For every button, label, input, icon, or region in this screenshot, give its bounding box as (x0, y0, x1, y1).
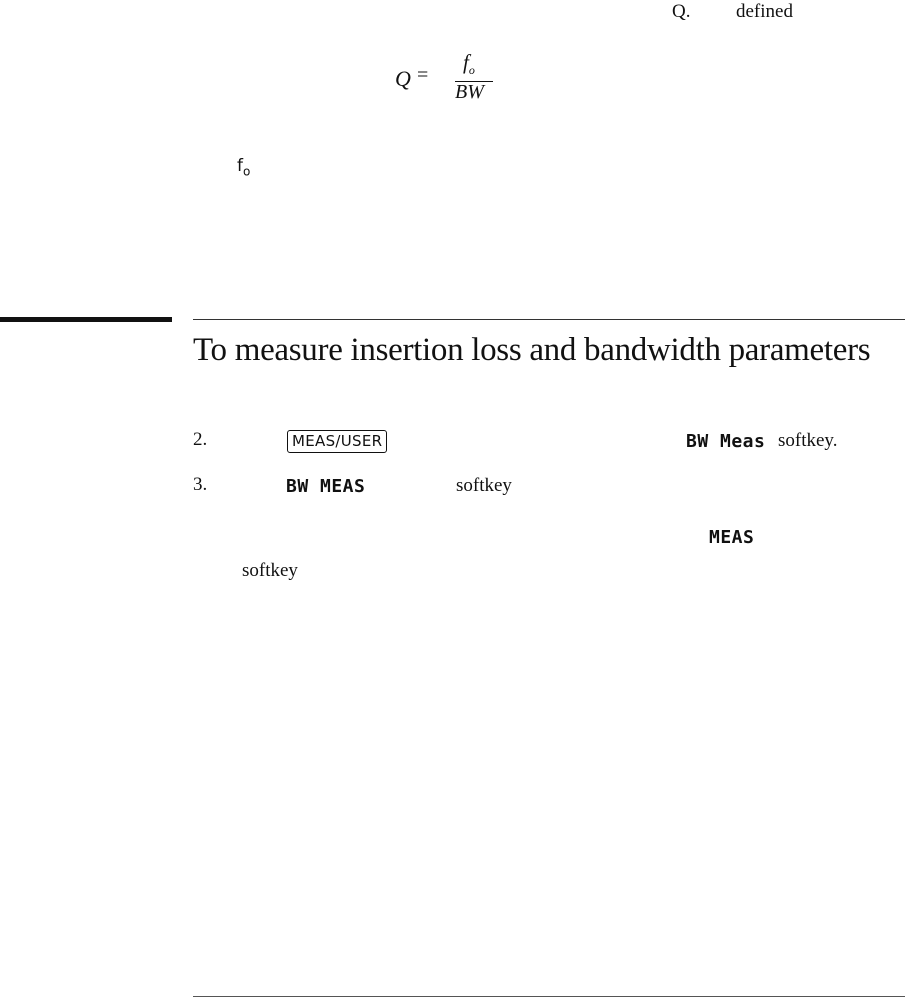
formula-lhs: Q (395, 66, 411, 91)
formula-equals: = (417, 64, 429, 86)
section-rule-thin (193, 319, 905, 320)
bw-meas-softkey-label: BW Meas (686, 431, 766, 452)
section-rule-thick (0, 317, 172, 322)
section-heading: To measure insertion loss and bandwidth parameters (193, 332, 871, 368)
formula-denominator: BW (455, 81, 484, 103)
fo-label (237, 156, 250, 178)
bw-meas-caps-softkey-label: BW MEAS (286, 476, 366, 497)
q-formula (395, 50, 515, 110)
continuation-softkey-word: softkey (242, 560, 298, 581)
meas-softkey-label: MEAS (709, 527, 755, 548)
formula-numerator-f: f (463, 50, 469, 74)
defined-fragment: defined (736, 1, 793, 22)
step-3-softkey-word: softkey (456, 475, 512, 496)
step-2-softkey-word: softkey. (778, 430, 838, 451)
meas-user-hardkey[interactable]: MEAS/USER (287, 430, 387, 453)
formula-numerator-sub: o (468, 63, 475, 78)
step-2-number: 2. (193, 429, 208, 450)
fo-label-sub: o (243, 164, 251, 179)
q-fragment: Q. (672, 1, 691, 22)
fo-label-f: f (237, 156, 243, 176)
formula-numerator (463, 50, 475, 78)
step-3-number: 3. (193, 474, 208, 495)
bottom-rule (193, 996, 905, 997)
